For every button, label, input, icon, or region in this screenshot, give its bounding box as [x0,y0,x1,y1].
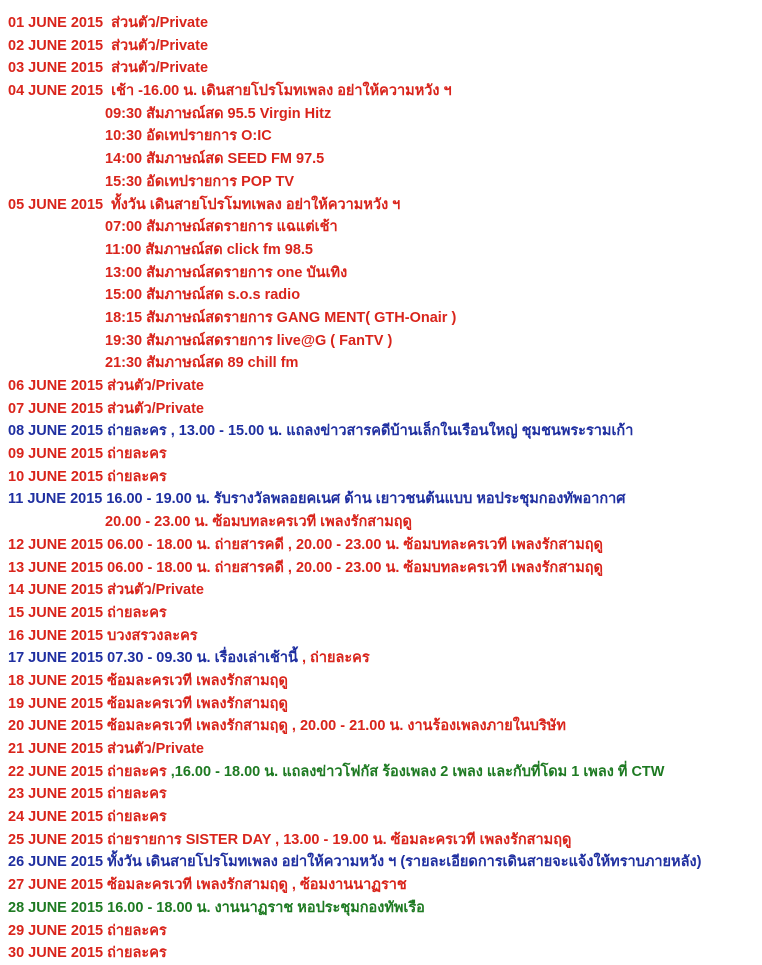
entry-text: ถ่ายละคร [107,763,171,780]
schedule-list [8,12,760,965]
entry-date: 05 JUNE 2015 [8,196,104,213]
entry-date: 30 JUNE 2015 [8,945,104,962]
entry-text: ส่วนตัว/Private [107,741,204,757]
schedule-entry [8,239,760,262]
entry-date: 11 JUNE 2015 [8,491,103,508]
schedule-entry [8,466,760,489]
schedule-entry [8,420,760,443]
entry-text: 16.00 - 19.00 น. รับรางวัลพลอยคเนศ ด้าน เยาวชนต้นแบบ หอประชุมกองทัพอากาศ [106,491,626,508]
schedule-entry [8,171,760,194]
entry-text: บวงสรวงละคร [107,627,198,644]
entry-text: 14:00 สัมภาษณ์สด SEED FM 97.5 [105,151,325,168]
schedule-entry [8,625,760,648]
entry-text: ส่วนตัว/Private [107,400,204,417]
entry-date: 14 JUNE 2015 [8,582,104,599]
entry-text: 19:30 สัมภาษณ์สดรายการ live@G ( FanTV ) [105,332,393,349]
entry-text: ถ่ายละคร [107,468,167,485]
schedule-entry [8,647,760,670]
entry-text: 16.00 - 18.00 น. งานนาฏราช หอประชุมกองทัพเรือ [107,899,425,916]
schedule-entry [8,398,760,421]
entry-text: 13:00 สัมภาษณ์สดรายการ one บันเทิง [105,264,348,281]
schedule-entry [8,829,760,852]
entry-text: ส่วนตัว/Private [107,582,204,599]
schedule-entry [8,330,760,353]
entry-text: เช้า -16.00 น. เดินสายโปรโมทเพลง อย่าให้ความหวัง ฯ [107,83,452,100]
entry-date: 03 JUNE 2015 [8,60,104,77]
entry-text: 15:00 สัมภาษณ์สด s.o.s radio [105,287,301,304]
entry-date: 18 JUNE 2015 [8,672,104,689]
entry-suffix: , ถ่ายละคร [301,650,370,667]
entry-text: ซ้อมละครเวที เพลงรักสามฤดู [107,672,288,689]
entry-text: 07.30 - 09.30 น. เรื่องเล่าเช้านี้ [107,650,302,667]
entry-date: 08 JUNE 2015 [8,423,104,440]
entry-date: 04 JUNE 2015 [8,83,104,100]
schedule-entry [8,80,760,103]
schedule-entry [8,715,760,738]
entry-text: ทั้งวัน เดินสายโปรโมทเพลง อย่าให้ความหวัง ฯ [107,196,401,213]
entry-date: 17 JUNE 2015 [8,650,104,667]
entry-text: ส่วนตัว/Private [107,37,209,54]
entry-text: ถ่ายละคร [107,945,167,962]
entry-text: 07:00 สัมภาษณ์สดรายการ แฉแต่เช้า [105,219,338,236]
entry-text: ถ่ายละคร [107,446,167,463]
schedule-entry [8,534,760,557]
schedule-entry [8,851,760,874]
entry-date: 06 JUNE 2015 [8,378,104,394]
entry-text: ถ่ายละคร , 13.00 - 15.00 น. แถลงข่าวสารคดีบ้านเล็กในเรือนใหญ่ ชุมชนพระรามเก้า [107,423,634,440]
schedule-entry [8,12,760,35]
schedule-entry [8,602,760,625]
schedule-entry [8,148,760,171]
schedule-entry [8,670,760,693]
schedule-entry [8,125,760,148]
entry-text: ถ่ายละคร [107,786,167,803]
schedule-entry [8,307,760,330]
entry-text: 15:30 อัดเทปรายการ POP TV [105,173,295,190]
entry-date: 26 JUNE 2015 [8,854,104,871]
schedule-entry [8,579,760,602]
entry-date: 12 JUNE 2015 [8,536,104,553]
entry-text: 21:30 สัมภาษณ์สด 89 chill fm [105,355,299,372]
schedule-entry [8,874,760,897]
entry-date: 09 JUNE 2015 [8,446,104,463]
entry-date: 24 JUNE 2015 [8,809,104,826]
entry-text: ถ่ายละคร [107,604,167,621]
schedule-entry [8,57,760,80]
schedule-entry [8,443,760,466]
entry-date: 29 JUNE 2015 [8,922,104,939]
schedule-entry [8,284,760,307]
entry-text: 06.00 - 18.00 น. ถ่ายสารคดี , 20.00 - 23.00 น. ซ้อมบทละครเวที เพลงรักสามฤดู [107,559,603,576]
entry-date: 13 JUNE 2015 [8,559,104,576]
entry-text: 18:15 สัมภาษณ์สดรายการ GANG MENT( GTH-Onair ) [105,309,457,326]
entry-suffix: ,16.00 - 18.00 น. แถลงข่าวโฟกัส ร้องเพลง 2 เพลง และกับที่โดม 1 เพลง ที่ CTW [170,763,665,780]
entry-text: ส่วนตัว/Private [107,60,209,77]
entry-date: 07 JUNE 2015 [8,400,104,417]
schedule-entry [8,488,760,511]
entry-text: ส่วนตัว/Private [107,378,204,394]
entry-date: 28 JUNE 2015 [8,899,104,916]
schedule-entry [8,375,760,398]
entry-text: ส่วนตัว/Private [107,15,209,31]
schedule-entry [8,511,760,534]
schedule-entry [8,216,760,239]
entry-text: ถ่ายละคร [107,922,167,939]
schedule-entry [8,557,760,580]
entry-text: ซ้อมละครเวที เพลงรักสามฤดู , 20.00 - 21.00 น. งานร้องเพลงภายในบริษัท [107,718,566,735]
schedule-entry [8,103,760,126]
entry-text: 09:30 สัมภาษณ์สด 95.5 Virgin Hitz [105,105,332,122]
entry-text: ทั้งวัน เดินสายโปรโมทเพลง อย่าให้ความหวัง ฯ (รายละเอียดการเดินสายจะแจ้งให้ทราบภายหลัง) [107,854,702,871]
entry-text: ถ่ายรายการ SISTER DAY , 13.00 - 19.00 น. ซ้อมละครเวที เพลงรักสามฤดู [107,831,572,848]
entry-text: 20.00 - 23.00 น. ซ้อมบทละครเวที เพลงรักสามฤดู [105,514,412,531]
schedule-entry [8,352,760,375]
entry-text: 11:00 สัมภาษณ์สด click fm 98.5 [105,241,313,258]
entry-text: ซ้อมละครเวที เพลงรักสามฤดู , ซ้อมงานนาฏราช [107,877,407,894]
entry-text: 06.00 - 18.00 น. ถ่ายสารคดี , 20.00 - 23.00 น. ซ้อมบทละครเวที เพลงรักสามฤดู [107,536,603,553]
schedule-entry [8,806,760,829]
entry-date: 22 JUNE 2015 [8,763,104,780]
entry-date: 25 JUNE 2015 [8,831,104,848]
entry-date: 23 JUNE 2015 [8,786,104,803]
schedule-entry [8,920,760,943]
entry-date: 16 JUNE 2015 [8,627,104,644]
entry-date: 02 JUNE 2015 [8,37,104,54]
entry-date: 21 JUNE 2015 [8,741,104,757]
schedule-entry [8,194,760,217]
schedule-entry [8,942,760,965]
entry-text: ถ่ายละคร [107,809,167,826]
schedule-entry [8,783,760,806]
entry-date: 01 JUNE 2015 [8,15,104,31]
schedule-entry [8,262,760,285]
entry-date: 20 JUNE 2015 [8,718,104,735]
entry-date: 27 JUNE 2015 [8,877,104,894]
entry-date: 15 JUNE 2015 [8,604,104,621]
entry-text: ซ้อมละครเวที เพลงรักสามฤดู [107,695,288,712]
schedule-entry [8,693,760,716]
schedule-entry [8,761,760,784]
entry-date: 10 JUNE 2015 [8,468,104,485]
schedule-entry [8,35,760,58]
entry-date: 19 JUNE 2015 [8,695,104,712]
entry-text: 10:30 อัดเทปรายการ O:IC [105,128,272,145]
schedule-entry [8,738,760,761]
schedule-entry [8,897,760,920]
